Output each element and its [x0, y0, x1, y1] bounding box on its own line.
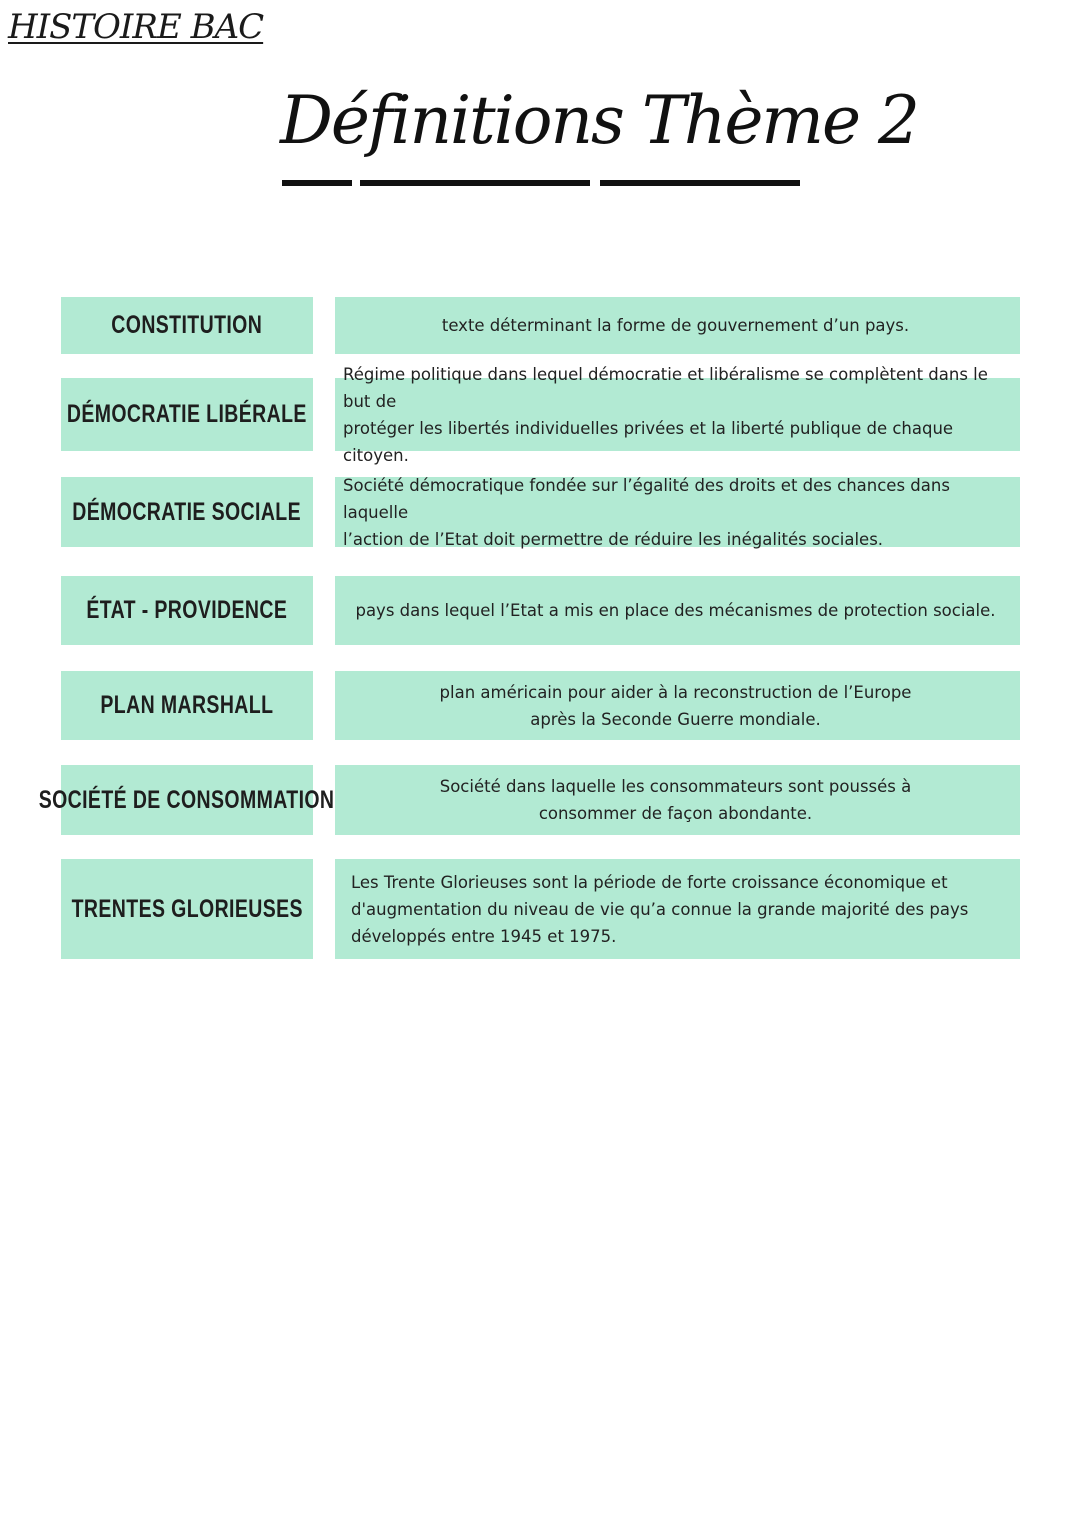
definition-row-societe-de-consommation	[39, 765, 1020, 835]
document-header-label: HISTOIRE BAC	[8, 7, 264, 47]
title-underline	[600, 180, 800, 186]
term-label: DÉMOCRATIE SOCIALE	[72, 497, 302, 526]
definition-line: développés entre 1945 et 1975.	[351, 926, 617, 946]
definition-line: après la Seconde Guerre mondiale.	[530, 709, 821, 729]
definition-row-democratie-liberale	[61, 364, 1020, 465]
title-underline	[282, 180, 352, 186]
definition-text	[343, 361, 1008, 469]
term-label: CONSTITUTION	[111, 311, 263, 339]
term-label: PLAN MARSHALL	[100, 691, 274, 719]
term-box	[61, 297, 313, 354]
term-box	[39, 765, 335, 835]
term-label: DÉMOCRATIE LIBÉRALE	[67, 400, 307, 428]
definition-line: pays dans lequel l’Etat a mis en place des mécanismes de protection sociale.	[355, 601, 996, 620]
definition-line: l’action de l’Etat doit permettre de réduire les inégalités sociales.	[343, 529, 884, 549]
definition-box	[335, 364, 1020, 465]
term-label: SOCIÉTÉ DE CONSOMMATION	[39, 785, 335, 814]
definition-line: Société démocratique fondée sur l’égalité des droits et des chances dans laquelle	[343, 475, 950, 522]
term-label: TRENTES GLORIEUSES	[71, 894, 303, 923]
definition-line: d'augmentation du niveau de vie qu’a connue la grande majorité des pays	[351, 899, 969, 919]
definition-line: Les Trente Glorieuses sont la période de forte croissance économique et	[351, 872, 948, 892]
definition-box	[335, 477, 1020, 547]
definition-row-trentes-glorieuses	[61, 859, 1020, 959]
definition-text	[343, 472, 1008, 553]
term-box	[61, 576, 313, 645]
definition-row-plan-marshall	[61, 671, 1020, 740]
definition-line: plan américain pour aider à la reconstruction de l’Europe	[439, 682, 912, 702]
definition-box	[335, 765, 1020, 835]
page-title-container	[280, 82, 919, 188]
term-box	[61, 477, 313, 547]
term-box	[61, 378, 313, 451]
definition-box	[335, 297, 1020, 354]
definition-box	[335, 671, 1020, 740]
term-box	[61, 671, 313, 740]
definition-text	[343, 869, 1008, 950]
term-box	[61, 859, 313, 959]
definition-text	[343, 597, 1008, 624]
definition-text	[343, 312, 1008, 339]
page-title: Définitions Thème 2	[280, 82, 919, 159]
definition-line: consommer de façon abondante.	[538, 804, 813, 823]
definition-box	[335, 859, 1020, 959]
term-label: ÉTAT - PROVIDENCE	[86, 596, 288, 624]
definition-line: Régime politique dans lequel démocratie et libéralisme se complètent dans le but de	[343, 364, 988, 411]
definition-line: texte déterminant la forme de gouvernement d’un pays.	[441, 316, 910, 335]
definition-line: Société dans laquelle les consommateurs sont poussés à	[439, 777, 912, 796]
definition-row-constitution	[61, 297, 1020, 354]
definition-text	[343, 773, 1008, 827]
definition-text	[343, 679, 1008, 733]
definition-row-democratie-sociale	[61, 477, 1020, 547]
definition-row-etat-providence	[61, 576, 1020, 645]
definition-box	[335, 576, 1020, 645]
title-underline	[360, 180, 590, 186]
definition-line: protéger les libertés individuelles privées et la liberté publique de chaque citoyen.	[343, 418, 954, 465]
